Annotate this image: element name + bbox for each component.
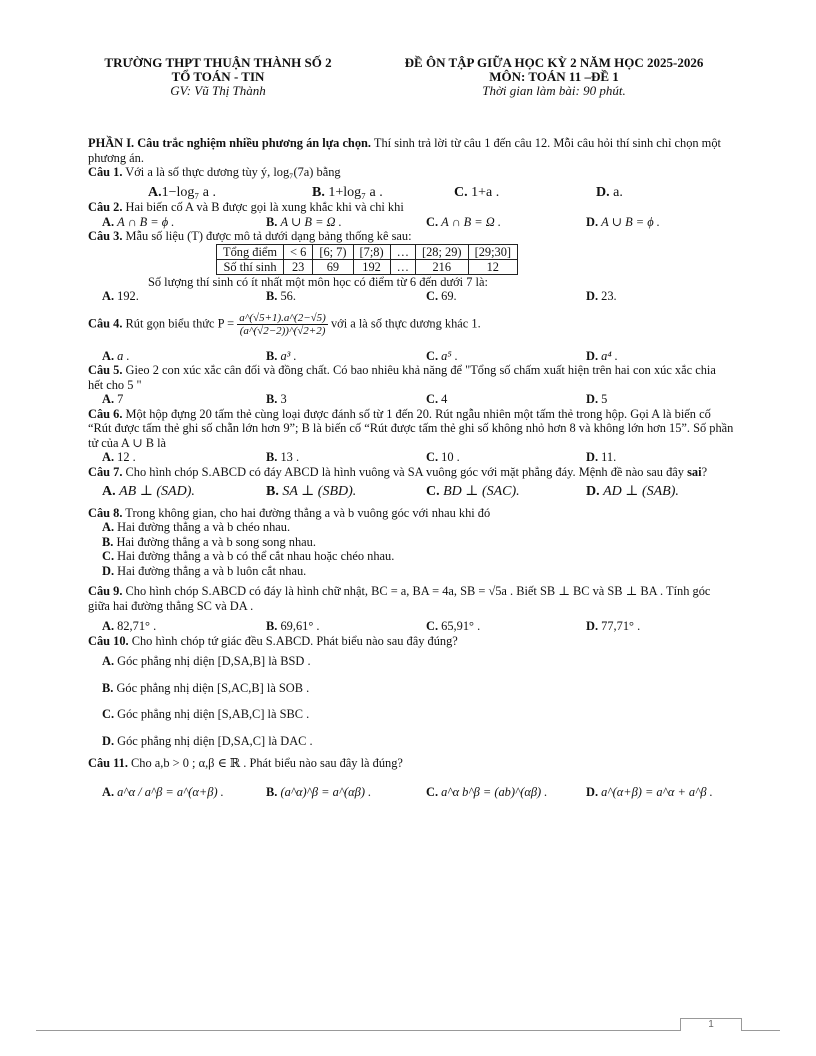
q4-fraction: $\frac{a\^{}(√5+1).a\^{}(2-√5)}{(a\^{}(√2-2))\^{}(√2+2)}$ bbox=[239, 311, 326, 337]
question-10: Câu 10. Cho hình chóp tứ giác đều S.ABCD. Phát biểu nào sau đây đúng? bbox=[88, 633, 458, 648]
q8-option-d: D. Hai đường thẳng a và b luôn cắt nhau. bbox=[102, 563, 307, 578]
q10-option-b: B. Góc phẳng nhị diện [S,AC,B] là SOB . bbox=[102, 680, 310, 695]
department: TỔ TOÁN - TIN bbox=[171, 69, 265, 84]
q7-options: A. AB ⊥ (SAD). B. SA ⊥ (SBD). C. BD ⊥ (SAC). D. AD ⊥ (SAB). bbox=[102, 484, 679, 499]
q2-options: A. A ∩ B = ϕ . B. A ∪ B = Ω . C. A ∩ B = Ω . D. A ∪ B = ϕ . bbox=[102, 214, 660, 229]
q2-option-d: A ∪ B = ϕ . bbox=[601, 214, 660, 229]
school-name: TRƯỜNG THPT THUẬN THÀNH SỐ 2 bbox=[104, 55, 332, 70]
question-2: Câu 2. Hai biến cố A và B được gọi là xung khắc khi và chỉ khi bbox=[88, 200, 404, 214]
q1-option-b: 1+log₇ a . bbox=[328, 184, 383, 200]
stats-table bbox=[216, 244, 518, 275]
q3-options: A. 192. B. 56. C. 69. D. 23. bbox=[102, 289, 617, 303]
footer-line bbox=[36, 1030, 780, 1031]
question-5: Câu 5. Gieo 2 con xúc xắc cân đối và đồng chất. Có bao nhiêu khả năng để "Tổng số chấm xuất hiện trên hai con xúc xắc chia hết cho 5 " bbox=[88, 363, 716, 392]
q1-option-d: a. bbox=[613, 184, 623, 200]
q8-option-a: A. Hai đường thẳng a và b chéo nhau. bbox=[102, 520, 291, 534]
q2-option-b: A ∪ B = Ω . bbox=[280, 214, 342, 229]
question-11: Câu 11. Cho a,b > 0 ; α,β ∈ ℝ . Phát biểu nào sau đây là đúng? bbox=[88, 756, 403, 770]
question-7: Câu 7. Cho hình chóp S.ABCD có đáy ABCD là hình vuông và SA vuông góc với mặt phẳng đáy. Mệnh đề nào sau đây sai? bbox=[88, 464, 708, 479]
exam-time: Thời gian làm bài: 90 phút. bbox=[482, 83, 626, 98]
question-3: Câu 3. Mẫu số liệu (T) được mô tả dưới dạng bảng thống kê sau: bbox=[88, 229, 412, 243]
q4-options: A. a . B. a³ . C. a⁵ . D. a⁴ . bbox=[102, 348, 618, 363]
q2-option-a: A ∩ B = ϕ . bbox=[117, 214, 175, 229]
q10-option-c: C. Góc phẳng nhị diện [S,AB,C] là SBC . bbox=[102, 707, 310, 721]
header-left bbox=[82, 56, 354, 98]
part1-heading: PHẦN I. Câu trắc nghiệm nhiều phương án lựa chọn. Thí sinh trả lời từ câu 1 đến câu 12. Mỗi câu hỏi thí sinh chỉ chọn một phương án. bbox=[88, 136, 721, 165]
q2-option-c: A ∩ B = Ω . bbox=[441, 214, 501, 229]
page-number: 1 bbox=[680, 1018, 742, 1031]
q10-option-a: A. Góc phẳng nhị diện [D,SA,B] là BSD . bbox=[102, 654, 311, 668]
question-8: Câu 8. Trong không gian, cho hai đường thẳng a và b vuông góc với nhau khi đó bbox=[88, 505, 491, 520]
q6-options: A. 12 . B. 13 . C. 10 . D. 11. bbox=[102, 450, 617, 464]
question-4: Câu 4. Rút gọn biểu thức P = $\frac{a\^{}(√5+1).a\^{}(2-√5)}{(a\^{}(√2-2))\^{}(√2+2)}$ với a là số thực dương khác 1. bbox=[88, 311, 481, 337]
q3-subtext: Số lượng thí sinh có ít nhất một môn học có điểm từ 6 đến dưới 7 là: bbox=[148, 274, 488, 289]
teacher-name: GV: Vũ Thị Thành bbox=[170, 83, 266, 98]
q1-option-c: 1+a . bbox=[471, 184, 500, 200]
table-row: Tổng điểm < 6 [6; 7) [7;8) … [28; 29) [29;30] bbox=[217, 244, 518, 259]
q9-options: A. 82,71° . B. 69,61° . C. 65,91° . D. 77,71° . bbox=[102, 619, 641, 633]
q1-options: A.1−log₇ a . B. 1+log₇ a . C. 1+a . D. a. bbox=[148, 184, 623, 200]
question-1: Câu 1. Với a là số thực dương tùy ý, log₇(7a) bằng bbox=[88, 165, 341, 179]
q10-option-d: D. Góc phẳng nhị diện [D,SA,C] là DAC . bbox=[102, 733, 313, 748]
q8-option-b: B. Hai đường thẳng a và b song song nhau. bbox=[102, 534, 316, 549]
subject: MÔN: TOÁN 11 –ĐỀ 1 bbox=[489, 69, 619, 84]
q1-option-a: 1−log₇ a . bbox=[161, 184, 217, 200]
question-6: Câu 6. Một hộp đựng 20 tấm thẻ cùng loại được đánh số từ 1 đến 20. Rút ngẫu nhiên một tấm thẻ trong hộp. Gọi A là biến cố “Rút được tấm thẻ ghi số chẵn lớn hơn 9”; B là biến cố “Rút được tấm thẻ ghi số không nhỏ hơn 8 và không lớn hơn 15”. Số phần tử của A ∪ B là bbox=[88, 406, 734, 450]
exam-content bbox=[88, 136, 734, 799]
question-9: Câu 9. Cho hình chóp S.ABCD có đáy là hình chữ nhật, BC = a, BA = 4a, SB = √5a . Biết SB ⊥ BC và SB ⊥ BA . Tính góc giữa hai đường thẳng SC và DA . bbox=[88, 584, 711, 613]
table-row: Số thí sinh 23 69 192 … 216 12 bbox=[217, 259, 518, 274]
q11-options: A. a^α / a^β = a^(α+β) . B. (a^α)^β = a^(αβ) . C. a^α b^β = (ab)^(αβ) . D. a^(α+β) = a^α + a^β . bbox=[102, 784, 713, 799]
header-right bbox=[378, 56, 730, 98]
q5-options: A. 7 B. 3 C. 4 D. 5 bbox=[102, 392, 608, 406]
q8-option-c: C. Hai đường thẳng a và b có thể cắt nhau hoặc chéo nhau. bbox=[102, 549, 395, 563]
exam-title: ĐỀ ÔN TẬP GIỮA HỌC KỲ 2 NĂM HỌC 2025-2026 bbox=[404, 55, 704, 70]
